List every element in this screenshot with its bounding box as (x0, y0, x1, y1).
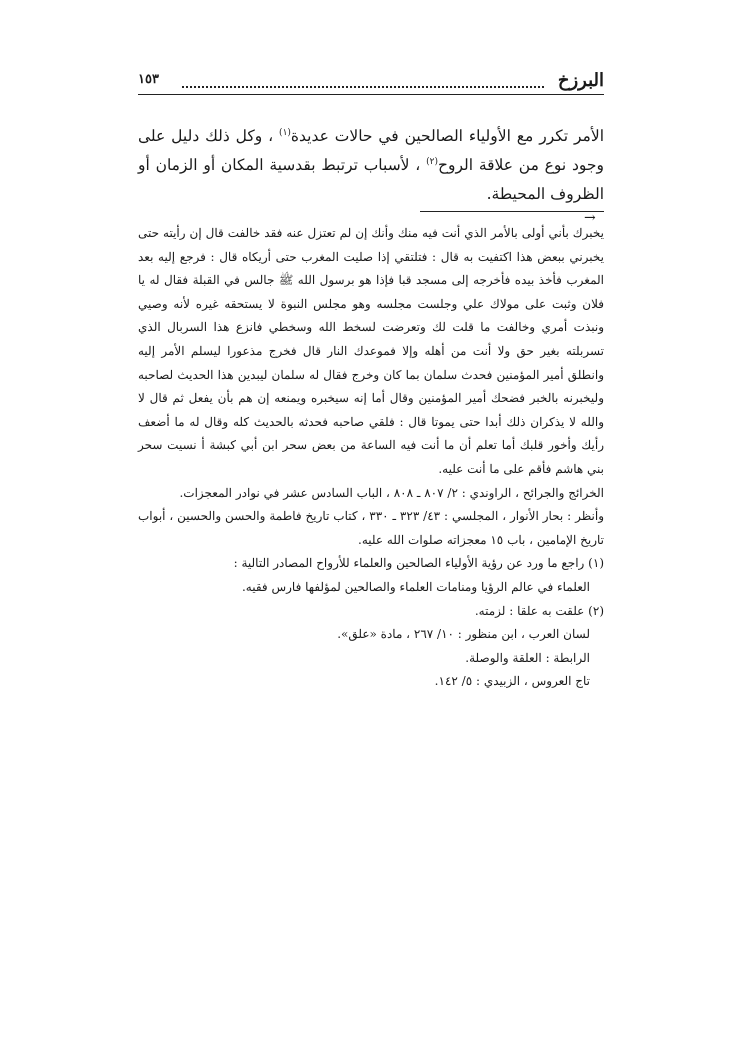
footnote-2 (138, 600, 604, 624)
main-text-part3: ، لأسباب ترتبط بقدسية المكان أو الزمان أو الظروف المحيطة. (138, 156, 604, 203)
footnote-ref-1: (١) (279, 127, 291, 138)
footnote-2-source-2: الرابطة : العلقة والوصلة. (465, 650, 590, 665)
footnote-1-marker: (١) (588, 556, 604, 571)
footnote-continuation: يخبرك بأني أولى بالأمر الذي أنت فيه منك وأنك إن لم تعتزل عنه فقد خالفت قال إن رأيته حتى يخبرني ببعض هذا اكتفيت به قال : فتلتقي إذا صليت المغرب حتى أريكاه قال : فرجع إليه بعد المغرب فأخذ بيده فأخرجه إلى مسجد قبا فإذا هو برسول الله ﷺ جالس في القبلة فقال له يا فلان وثبت على مولاك علي وجلست مجلسه وهو مجلس النبوة لا يستحقه غيره لأنه وصيي ونبذت أمري وخالفت ما قلت لك وتعرضت لسخط الله وسخطي فانزع هذا السربال الذي تسربلته بغير حق ولا أنت من أهله وإلا فموعدك النار قال فخرج مذعورا ليسلم الأمر إليه وانطلق أمير المؤمنين فحدث سلمان بما كان وخرج فقال له سلمان ليبدين هذا الحديث لصاحبه وليخبرنه بالخبر فضحك أمير المؤمنين وقال أما إنه سيخبره ويمنعه إن هم بأن يفعل ثم قال لا والله لا يذكران ذلك أبدا حتى يموتا قال : فلقي صاحبه فحدثه بالحديث كله وقال له ما أضعف رأيك وأخور قلبك أما تعلم أن ما أنت فيه الساعة من بعض سحر ابن أبي كبشة أ نسيت سحر بني هاشم فأقم على ما أنت عليه. (138, 226, 604, 476)
running-title: البرزخ (557, 70, 604, 91)
main-paragraph (138, 122, 604, 209)
footnote-2-text: علقت به علقا : لزمته. (474, 603, 585, 618)
footnote-1-text: راجع ما ورد عن رؤية الأولياء الصالحين والعلماء للأرواح المصادر التالية : (233, 556, 585, 571)
header-rule (138, 94, 604, 95)
footnote-1 (138, 552, 604, 576)
footnote-2-source-3: تاج العروس ، الزبيدي : ٥/ ١٤٢. (434, 674, 590, 689)
main-text (138, 122, 604, 209)
main-text-part1: الأمر تكرر مع الأولياء الصالحين في حالات عديدة (290, 127, 604, 145)
dotted-leader (182, 74, 544, 88)
continuation-arrow-icon: → (584, 210, 596, 226)
main-text-part2: ، وكل ذلك دليل على وجود نوع من علاقة الروح (138, 127, 604, 174)
footnote-separator (420, 211, 604, 212)
page-number: ١٥٣ (138, 72, 159, 87)
footnote-2-source-1: لسان العرب ، ابن منظور : ١٠/ ٢٦٧ ، مادة «علق». (337, 627, 590, 642)
footnote-1-source: العلماء في عالم الرؤيا ومنامات العلماء والصالحين لمؤلفها فارس فقيه. (241, 579, 590, 594)
footnote-source-1: الخرائج والجرائح ، الراوندي : ٢/ ٨٠٧ ـ ٨٠٨ ، الباب السادس عشر في نوادر المعجزات. (179, 485, 604, 500)
page-header (138, 68, 604, 98)
footnote-2-marker: (٢) (588, 603, 604, 618)
footnotes (138, 222, 604, 694)
footnote-ref-2: (٢) (426, 156, 438, 167)
footnote-source-2: وأنظر : بحار الأنوار ، المجلسي : ٤٣/ ٣٢٣ ـ ٣٣٠ ، كتاب تاريخ فاطمة والحسن والحسين ، أبواب تاريخ الإمامين ، باب ١٥ معجزاته صلوات الله عليه. (138, 509, 605, 547)
